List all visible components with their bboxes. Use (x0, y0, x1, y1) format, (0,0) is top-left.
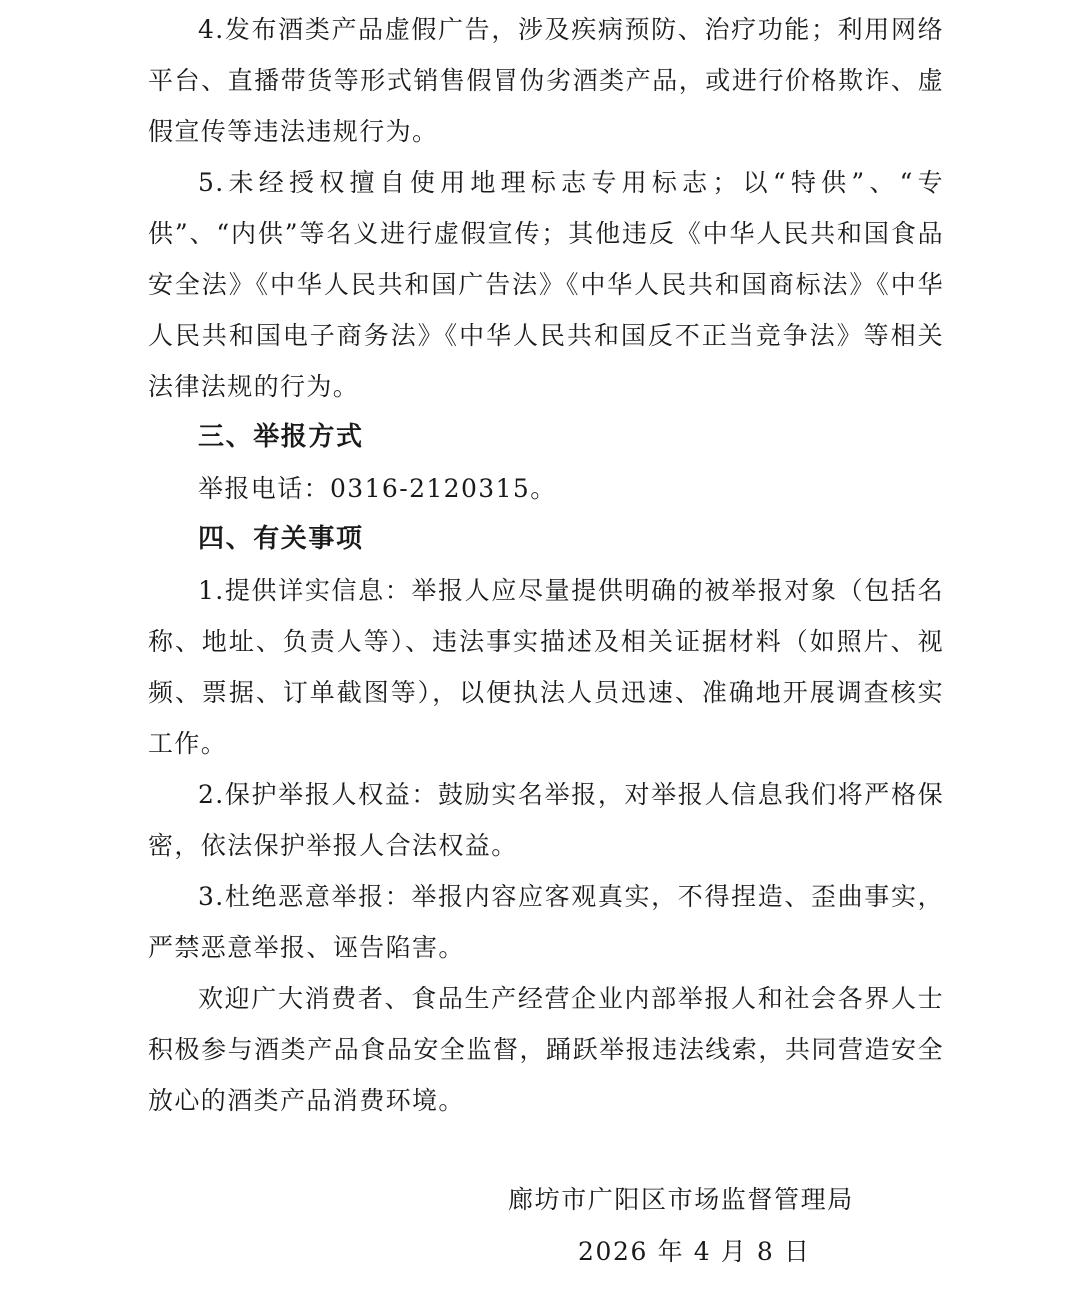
matter-3: 3.杜绝恶意举报：举报内容应客观真实，不得捏造、歪曲事实，严禁恶意举报、诬告陷害。 (148, 882, 944, 962)
section-heading-related-matters: 四、有关事项 (198, 524, 364, 554)
clause-5: 5.未经授权擅自使用地理标志专用标志；以“特供”、“专供”、“内供”等名义进行虚假宣传；其他违反《中华人民共和国食品安全法》《中华人民共和国广告法》《中华人民共和国商标法》《中华人民共和国电子商务法》《中华人民共和国反不正当竞争法》等相关法律法规的行为。 (148, 168, 944, 401)
signature-organization: 廊坊市广阳区市场监督管理局 (508, 1185, 854, 1214)
closing-paragraph: 欢迎广大消费者、食品生产经营企业内部举报人和社会各界人士积极参与酒类产品食品安全监督，踊跃举报违法线索，共同营造安全放心的酒类产品消费环境。 (148, 984, 944, 1115)
signature-date: 2026 年 4 月 8 日 (578, 1237, 811, 1266)
matter-1: 1.提供详实信息：举报人应尽量提供明确的被举报对象（包括名称、地址、负责人等）、违法事实描述及相关证据材料（如照片、视频、票据、订单截图等），以便执法人员迅速、准确地开展调查核实工作。 (148, 576, 944, 758)
clause-4: 4.发布酒类产品虚假广告，涉及疾病预防、治疗功能；利用网络平台、直播带货等形式销售假冒伪劣酒类产品，或进行价格欺诈、虚假宣传等违法违规行为。 (148, 15, 944, 146)
document-body (148, 4, 944, 1126)
section-heading-report-method: 三、举报方式 (198, 422, 364, 452)
matter-2: 2.保护举报人权益：鼓励实名举报，对举报人信息我们将严格保密，依法保护举报人合法权益。 (148, 780, 944, 860)
report-phone: 举报电话：0316-2120315。 (198, 474, 557, 503)
